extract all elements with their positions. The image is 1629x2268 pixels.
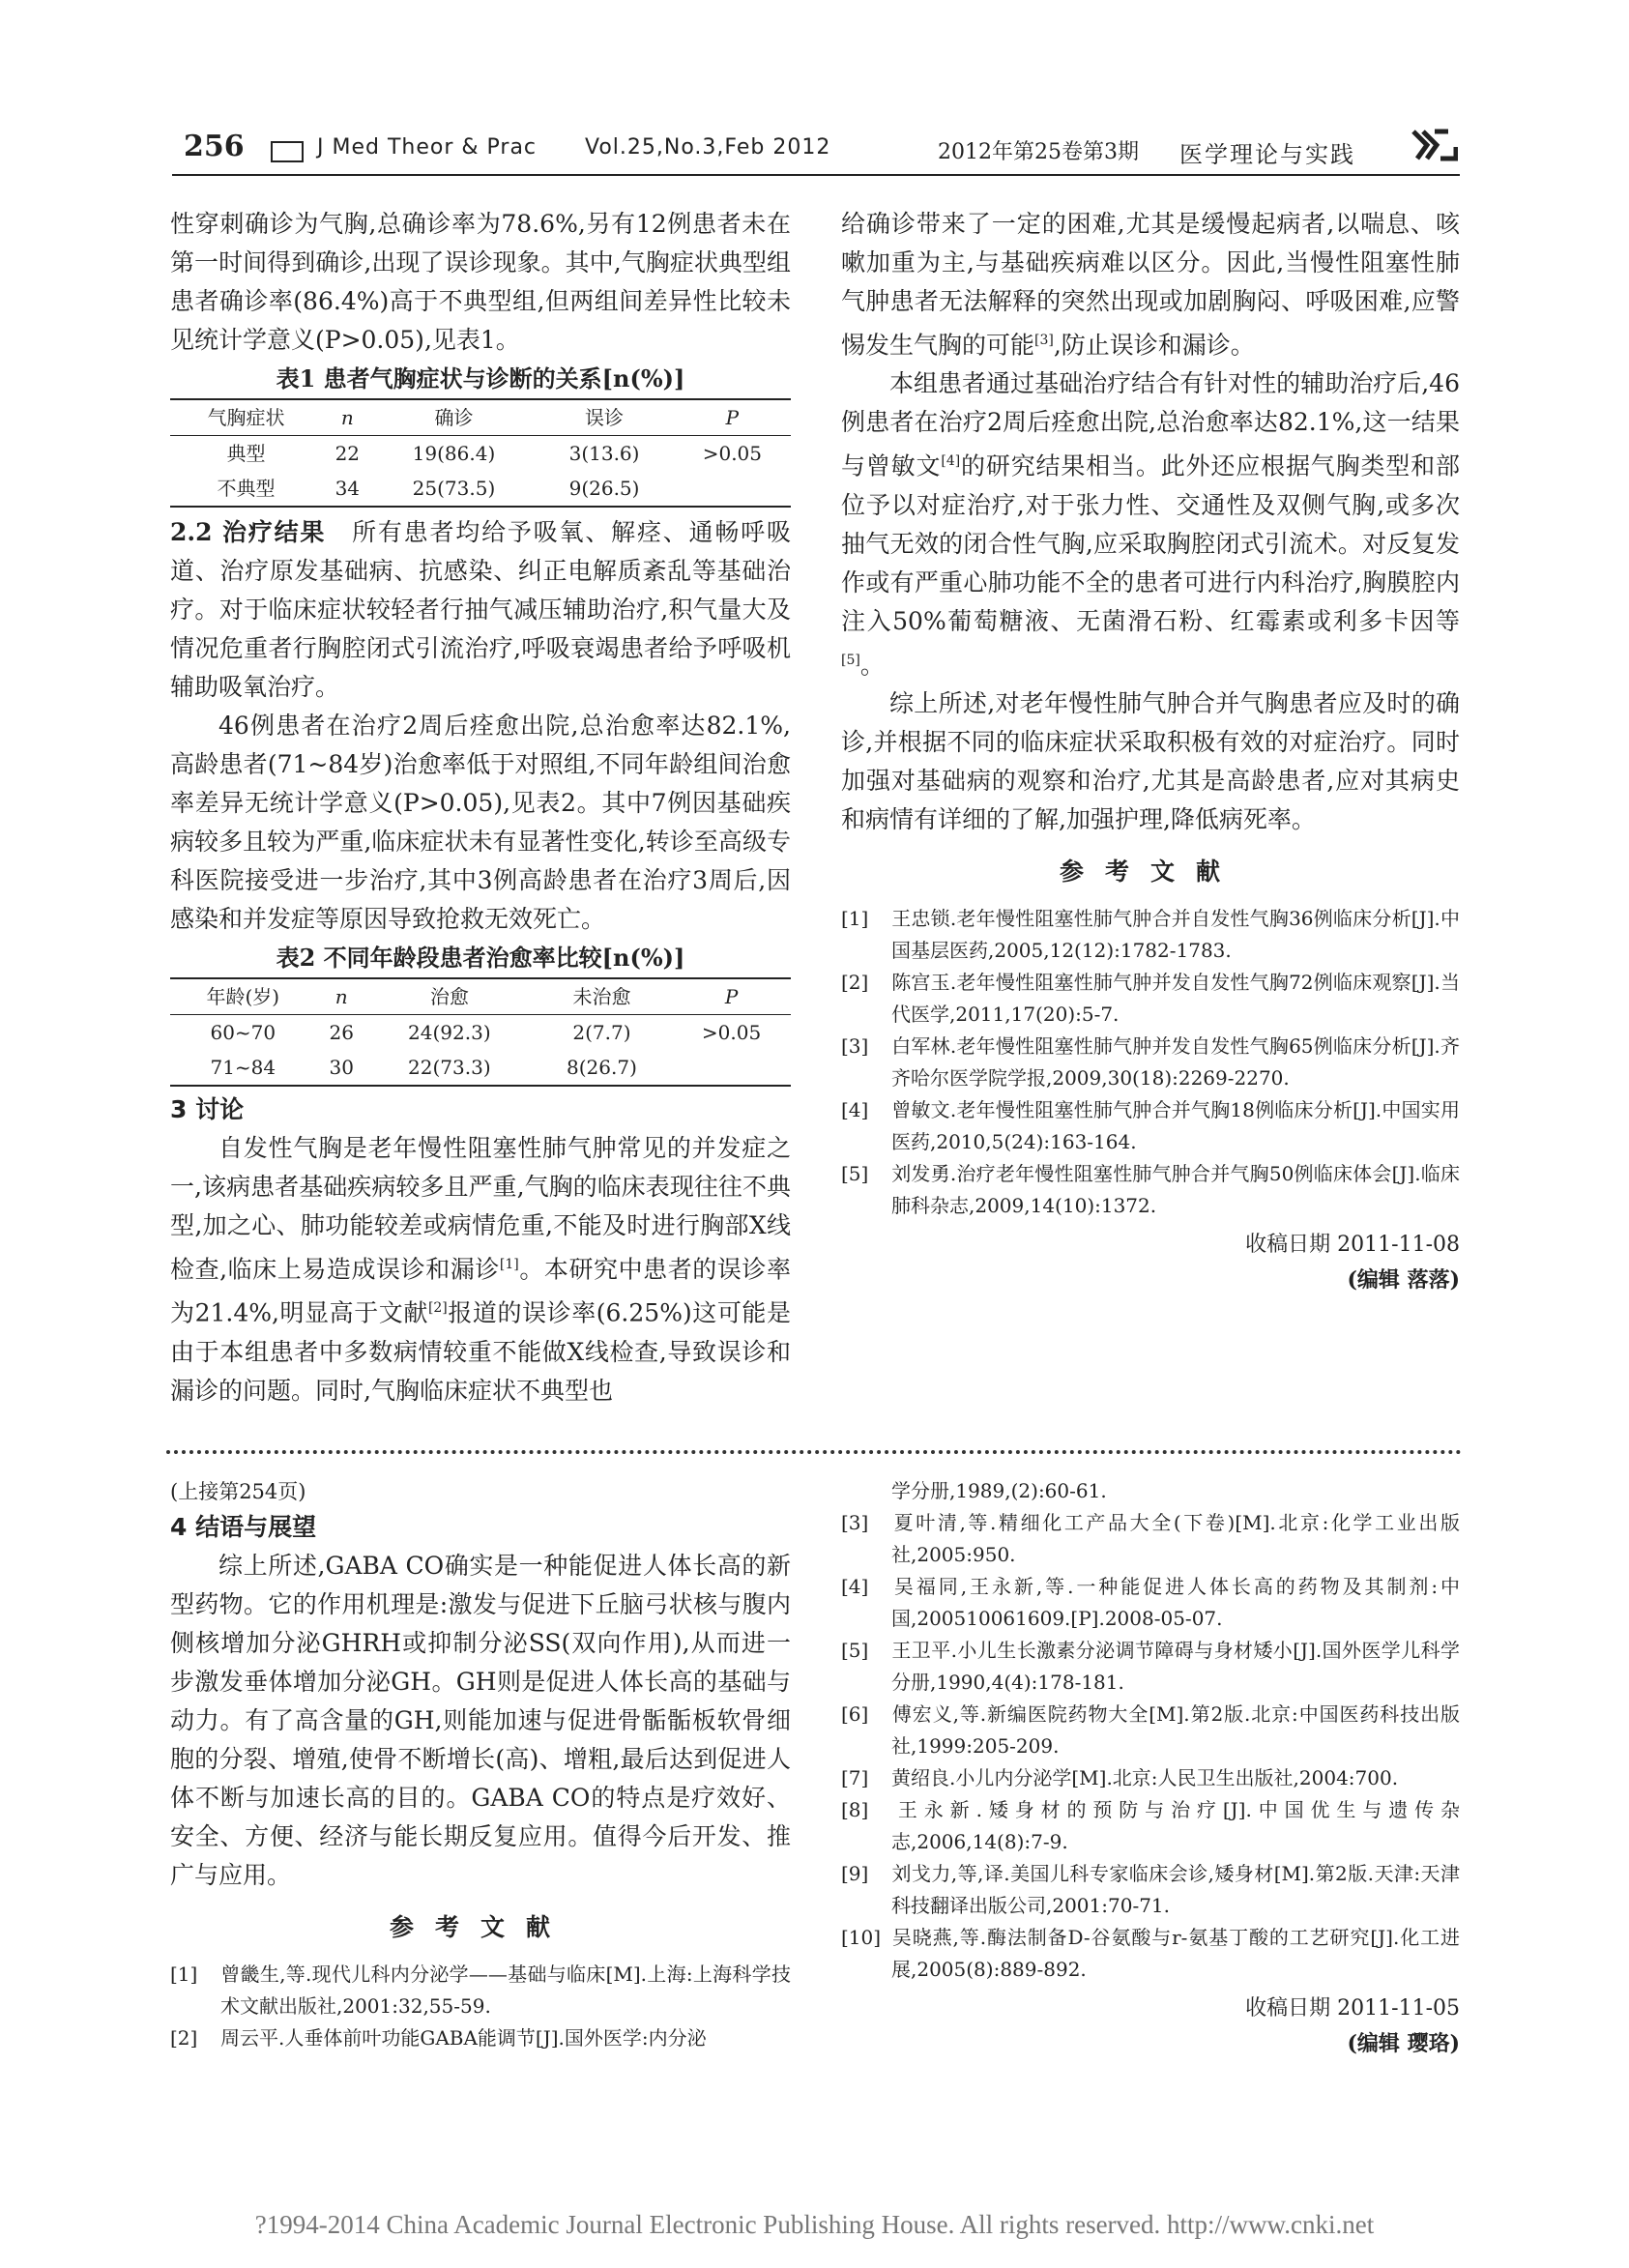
editor-note: (编辑 落落): [1347, 1266, 1460, 1293]
table-cell: 24(92.3): [408, 1021, 491, 1044]
journal-logo-icon: [1411, 128, 1458, 162]
section-divider: [166, 1450, 1462, 1454]
reference-text: 周云平.人垂体前叶功能GABA能调节[J].国外医学:内分泌: [220, 2026, 707, 2050]
reference-number: [1]: [170, 1963, 198, 1986]
reference-number: [4]: [841, 1575, 869, 1598]
reference-text: 吴晓燕,等.酶法制备D-谷氨酸与r-氨基丁酸的工艺研究[J].化工进展,2005(8):889-892.: [891, 1926, 1460, 1981]
reference-number: [3]: [841, 1511, 869, 1534]
table-header: n: [316, 978, 367, 1015]
paragraph-text: 报道的误诊率(6.25%)这可能是由于本组患者中多数病情较重不能做X线检查,导致误诊和漏诊的问题。同时,气胸临床症状不典型也: [170, 1298, 791, 1405]
table-row: [170, 1015, 791, 1051]
received-date: 收稿日期 2011-11-08: [1245, 1232, 1460, 1257]
reference-number: [6]: [841, 1702, 869, 1726]
paragraph-text: 给确诊带来了一定的困难,尤其是缓慢起病者,以喘息、咳嗽加重为主,与基础疾病难以区分。因此,当慢性阻塞性肺气肿患者无法解释的突然出现或加剧胸闷、呼吸困难,应警惕发生气胸的可能: [841, 210, 1460, 360]
paragraph-text: ,防止误诊和漏诊。: [1053, 331, 1255, 360]
paragraph-text: 。本研究中患者的误诊率为21.4%,明显高于文献: [170, 1255, 791, 1327]
reference-text: 白军林.老年慢性阻塞性肺气肿并发自发性气胸65例临床分析[J].齐齐哈尔医学院学报,2009,30(18):2269-2270.: [891, 1033, 1460, 1090]
citation: [4]: [941, 453, 961, 470]
reference-number: [10]: [841, 1926, 882, 1949]
table1: [170, 398, 791, 508]
table-header: 确诊: [373, 399, 536, 436]
table-header: 未治愈: [532, 978, 672, 1015]
reference-text: 陈宫玉.老年慢性阻塞性肺气肿并发自发性气胸72例临床观察[J].当代医学,2011,17(20):5-7.: [891, 970, 1460, 1026]
table-cell: 26: [329, 1021, 354, 1044]
table2-title: 表2 不同年龄段患者治愈率比较[n(%)]: [276, 944, 685, 972]
reference-number: [1]: [841, 906, 869, 930]
reference-number: [2]: [170, 2026, 198, 2050]
table-row: [170, 1050, 791, 1086]
table-cell: 22: [335, 442, 361, 465]
table-header: 治愈: [367, 978, 532, 1015]
reference-number: [7]: [841, 1766, 869, 1789]
table1-title: 表1 患者气胸症状与诊断的关系[n(%)]: [276, 364, 685, 393]
section-heading: 4 结语与展望: [170, 1513, 317, 1541]
reference-text: 王卫平.小儿生长激素分泌调节障碍与身材矮小[J].国外医学儿科学分册,1990,4(4):178-181.: [891, 1639, 1460, 1694]
paragraph-text: 的研究结果相当。此外还应根据气胸类型和部位予以对症治疗,对于张力性、交通性及双侧气胸,或多次抽气无效的闭合性气胸,应采取胸腔闭式引流术。对反复发作或有严重心肺功能不全的患者可进行内科治疗,胸膜腔内注入50%葡萄糖液、无菌滑石粉、红霉素或利多卡因等: [841, 451, 1460, 635]
table-row: [170, 436, 791, 472]
journal-name-cn: 医学理论与实践: [1179, 141, 1355, 168]
table-cell: 30: [316, 1050, 367, 1086]
table-header: n: [322, 399, 373, 436]
reference-text: 傅宏义,等.新编医院药物大全[M].第2版.北京:中国医药科技出版社,1999:205-209.: [891, 1702, 1460, 1758]
reference-text: 刘发勇.治疗老年慢性阻塞性肺气肿合并气胸50例临床体会[J].临床肺科杂志,2009,14(10):1372.: [891, 1161, 1460, 1217]
page-number: 256: [184, 130, 245, 163]
copyright-footer: ?1994-2014 China Academic Journal Electronic Publishing House. All rights reserved. http://www.cnki.net: [254, 2210, 1375, 2239]
header-box-icon: [271, 141, 304, 162]
reference-item: [841, 1794, 1460, 1858]
volume-info: Vol.25,No.3,Feb 2012: [585, 135, 831, 160]
table-cell: 71~84: [170, 1050, 316, 1086]
table-cell: 8(26.7): [532, 1050, 672, 1086]
reference-item: [841, 1635, 1460, 1699]
paragraph: 性穿刺确诊为气胸,总确诊率为78.6%,另有12例患者未在第一时间得到确诊,出现了误诊现象。其中,气胸症状典型组患者确诊率(86.4%)高于不典型组,但两组间差异性比较未见统计学意义(P>0.05),见表1。: [170, 210, 791, 354]
page-header: [184, 130, 1460, 170]
references-title: 参考文献: [1059, 857, 1241, 886]
reference-item: [841, 967, 1460, 1031]
volume-info-cn: 2012年第25卷第3期: [938, 140, 1139, 164]
reference-text: 王永新.矮身材的预防与治疗[J].中国优生与遗传杂志,2006,14(8):7-9.: [891, 1798, 1460, 1853]
upper-right-column: [841, 205, 1460, 1297]
citation: [2]: [427, 1300, 448, 1317]
reference-number: [8]: [841, 1798, 869, 1821]
paragraph: [841, 205, 1460, 364]
journal-name-en: J Med Theor & Prac: [317, 135, 538, 160]
paragraph-text: 所有患者均给予吸氧、解痉、通畅呼吸道、治疗原发基础病、抗感染、纠正电解质紊乱等基础治疗。对于临床症状较轻者行抽气减压辅助治疗,积气量大及情况危重者行胸腔闭式引流治疗,呼吸衰竭患者给予呼吸机辅助吸氧治疗。: [170, 518, 791, 701]
table-cell: 25(73.5): [373, 471, 536, 507]
reference-continuation: 学分册,1989,(2):60-61.: [891, 1479, 1107, 1502]
reference-item: [841, 1858, 1460, 1922]
table-cell: >0.05: [701, 1021, 762, 1044]
continuation-note: (上接第254页): [170, 1480, 306, 1503]
table-header: 误诊: [535, 399, 673, 436]
reference-item: [841, 1571, 1460, 1635]
table-cell: 2(7.7): [572, 1021, 631, 1044]
references-title: 参考文献: [389, 1913, 571, 1941]
reference-text: 吴福同,王永新,等.一种能促进人体长高的药物及其制剂:中国,200510061609.[P].2008-05-07.: [891, 1575, 1460, 1630]
reference-item: [841, 1699, 1460, 1762]
header-rule: [172, 174, 1460, 176]
reference-number: [3]: [841, 1033, 869, 1058]
table-header: P: [672, 978, 791, 1015]
reference-number: [5]: [841, 1161, 869, 1185]
section-heading: 3 讨论: [170, 1095, 245, 1123]
table-cell: >0.05: [702, 442, 763, 465]
citation: [3]: [1034, 333, 1054, 348]
reference-item: [841, 1507, 1460, 1571]
paragraph-text: 。: [859, 650, 885, 679]
upper-left-column: [170, 205, 791, 1410]
lower-left-column: [170, 1475, 791, 2054]
reference-text: 黄绍良.小儿内分泌学[M].北京:人民卫生出版社,2004:700.: [891, 1766, 1399, 1789]
table-header: 年龄(岁): [170, 978, 316, 1015]
reference-item: [841, 1762, 1460, 1794]
table-cell: 3(13.6): [568, 442, 640, 465]
reference-item: [841, 1031, 1460, 1094]
citation: [1]: [499, 1257, 519, 1272]
reference-number: [9]: [841, 1862, 869, 1885]
table-cell: 典型: [226, 442, 266, 465]
received-date: 收稿日期 2011-11-05: [1245, 1996, 1460, 2021]
table-row: [170, 471, 791, 507]
paragraph: [170, 513, 791, 707]
reference-number: [5]: [841, 1639, 869, 1662]
reference-item: [170, 2022, 791, 2054]
reference-text: 曾敏文.老年慢性阻塞性肺气肿合并气胸18例临床分析[J].中国实用医药,2010,5(24):163-164.: [891, 1097, 1460, 1153]
reference-item: [841, 903, 1460, 967]
reference-number: [4]: [841, 1097, 869, 1121]
table-cell: 19(86.4): [412, 442, 496, 465]
paragraph: [170, 1129, 791, 1410]
table-header: P: [674, 399, 791, 436]
table-cell: [674, 471, 791, 507]
reference-item: [841, 1158, 1460, 1222]
lower-right-column: [841, 1475, 1460, 2061]
table-cell: 34: [322, 471, 373, 507]
table-cell: [672, 1050, 791, 1086]
paragraph: 综上所述,对老年慢性肺气肿合并气胸患者应及时的确诊,并根据不同的临床症状采取积极有效的对症治疗。同时加强对基础病的观察和治疗,尤其是高龄患者,应对其病史和病情有详细的了解,加强护理,降低病死率。: [841, 688, 1460, 833]
reference-list: [170, 1959, 791, 2054]
paragraph: 46例患者在治疗2周后痊愈出院,总治愈率达82.1%,高龄患者(71~84岁)治愈率低于对照组,不同年龄组间治愈率差异无统计学意义(P>0.05),见表2。其中7例因基础疾病较多且较为严重,临床症状未有显著性变化,转诊至高级专科医院接受进一步治疗,其中3例高龄患者在治疗3周后,因感染和并发症等原因导致抢救无效死亡。: [170, 712, 791, 933]
paragraph: [841, 364, 1460, 684]
section-heading: 2.2 治疗结果: [170, 518, 327, 546]
reference-item: [841, 1922, 1460, 1986]
reference-text: 王忠锁.老年慢性阻塞性肺气肿合并自发性气胸36例临床分析[J].中国基层医药,2005,12(12):1782-1783.: [891, 906, 1460, 962]
reference-item: [170, 1959, 791, 2022]
editor-note: (编辑 璎珞): [1347, 2031, 1460, 2056]
reference-text: 刘戈力,等,译.美国儿科专家临床会诊,矮身材[M].第2版.天津:天津科技翻译出版公司,2001:70-71.: [891, 1862, 1460, 1917]
table-header: 气胸症状: [170, 399, 322, 436]
reference-list: [841, 1507, 1460, 1986]
paragraph-text: 本组患者通过基础治疗结合有针对性的辅助治疗后,46例患者在治疗2周后痊愈出院,总治愈率达82.1%,这一结果与曾敏文: [841, 369, 1460, 480]
table-cell: 9(26.5): [535, 471, 673, 507]
reference-text: 夏叶清,等.精细化工产品大全(下卷)[M].北京:化学工业出版社,2005:950.: [891, 1511, 1460, 1566]
paragraph-text: 自发性气胸是老年慢性阻塞性肺气肿常见的并发症之一,该病患者基础疾病较多且严重,气胸的临床表现往往不典型,加之心、肺功能较差或病情危重,不能及时进行胸部X线检查,临床上易造成误诊和漏诊: [170, 1134, 791, 1284]
reference-number: [2]: [841, 970, 869, 994]
reference-text: 曾畿生,等.现代儿科内分泌学——基础与临床[M].上海:上海科学技术文献出版社,2001:32,55-59.: [220, 1963, 791, 2018]
table-cell: 60~70: [210, 1021, 276, 1044]
reference-item: [841, 1094, 1460, 1158]
reference-list: [841, 903, 1460, 1222]
table2: [170, 977, 791, 1087]
table-cell: 不典型: [170, 471, 322, 507]
citation: [5]: [841, 652, 860, 668]
paragraph: 综上所述,GABA CO确实是一种能促进人体长高的新型药物。它的作用机理是:激发与促进下丘脑弓状核与腹内侧核增加分泌GHRH或抑制分泌SS(双向作用),从而进一步激发垂体增加分泌GH。GH则是促进人体长高的基础与动力。有了高含量的GH,则能加速与促进骨骺骺板软骨细胞的分裂、增殖,使骨不断增长(高)、增粗,最后达到促进人体不断与加速长高的目的。GABA CO的特点是疗效好、安全、方便、经济与能长期反复应用。值得今后开发、推广与应用。: [170, 1552, 791, 1889]
table-cell: 22(73.3): [367, 1050, 532, 1086]
